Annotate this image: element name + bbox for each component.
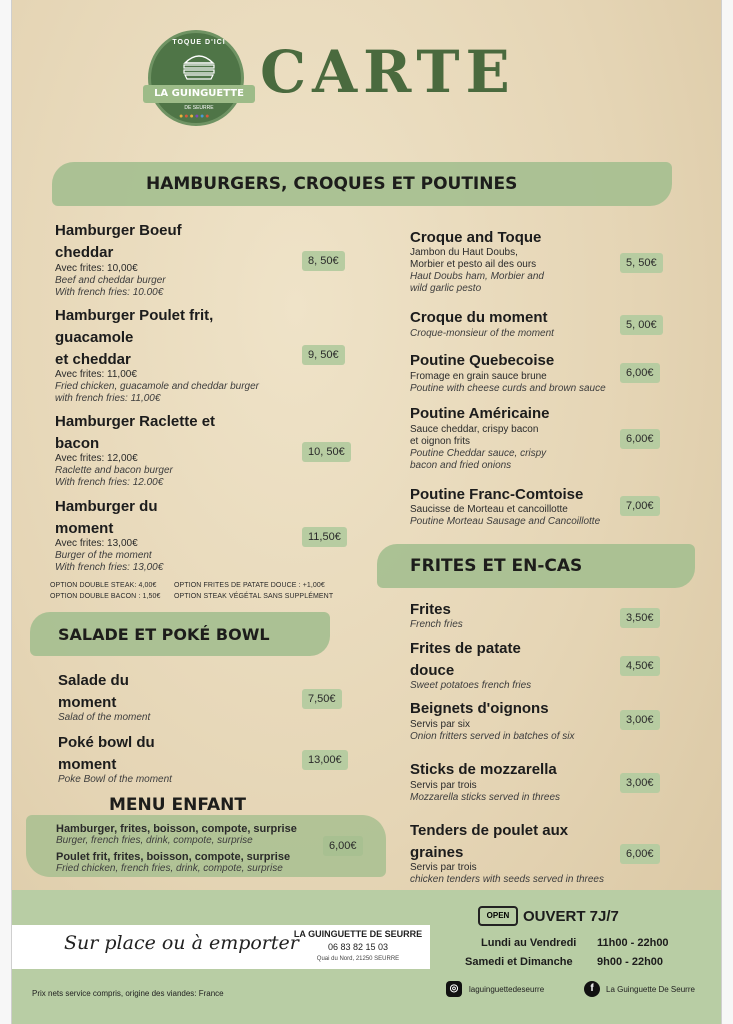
- item-title: Hamburger Boeuf: [55, 222, 182, 239]
- item-title: Hamburger Poulet frit,: [55, 307, 214, 324]
- phone-number[interactable]: 06 83 82 15 03: [327, 942, 389, 952]
- item-title: Salade du: [58, 672, 129, 689]
- item-description: Avec frites: 11,00€: [55, 369, 137, 380]
- item-title: douce: [410, 662, 455, 679]
- item-title: Poké bowl du: [58, 734, 155, 751]
- section-title-salade: SALADE ET POKÉ BOWL: [58, 625, 270, 644]
- item-translation: Salad of the moment: [58, 712, 151, 723]
- item-description: Sauce cheddar, crispy bacon: [410, 424, 539, 435]
- option-text: OPTION STEAK VÉGÉTAL SANS SUPPLÉMENT: [174, 593, 334, 600]
- option-text: OPTION FRITES DE PATATE DOUCE : +1,00€: [174, 582, 325, 589]
- price-tag: 6,00€: [620, 429, 660, 449]
- item-title: Poutine Américaine: [410, 405, 550, 422]
- section-title-enfant: MENU ENFANT: [109, 795, 246, 815]
- menu-page: [12, 0, 721, 1024]
- price-tag: 8, 50€: [302, 251, 345, 271]
- item-translation: Burger of the moment: [55, 550, 152, 561]
- option-text: OPTION DOUBLE BACON : 1,50€: [50, 593, 161, 600]
- item-translation: Haut Doubs ham, Morbier and: [410, 271, 544, 282]
- facebook-handle[interactable]: La Guinguette De Seurre: [606, 985, 695, 994]
- restaurant-name: LA GUINGUETTE DE SEURRE: [293, 929, 423, 939]
- takeaway-text: Sur place ou à emporter: [64, 932, 299, 954]
- price-tag: 4,50€: [620, 656, 660, 676]
- item-title: cheddar: [55, 244, 114, 261]
- item-translation: With french fries: 13,00€: [55, 562, 164, 573]
- option-text: OPTION DOUBLE STEAK: 4,00€: [50, 582, 157, 589]
- logo-banner: LA GUINGUETTE: [143, 85, 255, 103]
- opening-days: Lundi au Vendredi: [481, 937, 577, 949]
- item-description: Servis par six: [410, 719, 471, 730]
- price-tag: 6,00€: [620, 363, 660, 383]
- item-title: Sticks de mozzarella: [410, 761, 557, 778]
- burger-icon: [181, 49, 217, 81]
- item-title: moment: [58, 694, 117, 711]
- item-translation: Poutine Morteau Sausage and Cancoillotte: [410, 516, 601, 527]
- item-title: moment: [58, 756, 117, 773]
- price-tag: 3,50€: [620, 608, 660, 628]
- item-translation: With french fries: 12.00€: [55, 477, 164, 488]
- opening-hours: 11h00 - 22h00: [597, 937, 669, 949]
- street-address: Quai du Nord, 21250 SEURRE: [316, 956, 400, 962]
- enfant-translation: Burger, french fries, drink, compote, surprise: [56, 835, 253, 846]
- logo-top-text: TOQUE D'ICI: [172, 39, 226, 46]
- item-title: moment: [55, 520, 114, 537]
- price-tag: 5, 50€: [620, 253, 663, 273]
- item-description: Avec frites: 10,00€: [55, 263, 138, 274]
- item-translation: Poutine with cheese curds and brown sauce: [410, 383, 606, 394]
- page-edge-right: [721, 0, 733, 1024]
- price-tag: 13,00€: [302, 750, 348, 770]
- item-translation: chicken tenders with seeds served in threes: [410, 874, 604, 885]
- item-translation: Sweet potatoes french fries: [410, 680, 532, 691]
- item-title: Croque du moment: [410, 309, 548, 326]
- item-translation: Mozzarella sticks served in threes: [410, 792, 561, 803]
- item-title: guacamole: [55, 329, 134, 346]
- item-title: Croque and Toque: [410, 229, 542, 246]
- instagram-handle[interactable]: laguinguettedeseurre: [469, 985, 545, 994]
- item-title: Beignets d'oignons: [410, 700, 549, 717]
- item-title: Frites: [410, 601, 451, 618]
- price-tag: 5, 00€: [620, 315, 663, 335]
- opening-hours: 9h00 - 22h00: [597, 956, 664, 968]
- logo: [148, 30, 244, 126]
- item-translation: Poutine Cheddar sauce, crispy: [410, 448, 547, 459]
- section-title-frites: FRITES ET EN-CAS: [410, 556, 583, 576]
- item-translation: Poke Bowl of the moment: [58, 774, 172, 785]
- item-description: Avec frites: 12,00€: [55, 453, 138, 464]
- fine-print: Prix nets service compris, origine des viandes: France: [32, 989, 224, 998]
- page-edge-left: [0, 0, 12, 1024]
- item-description: Morbier et pesto ail des ours: [410, 259, 537, 270]
- item-translation: French fries: [410, 619, 463, 630]
- item-title: et cheddar: [55, 351, 131, 368]
- item-title: bacon: [55, 435, 100, 452]
- item-title: Frites de patate: [410, 640, 521, 657]
- item-translation: Onion fritters served in batches of six: [410, 731, 575, 742]
- item-title: graines: [410, 844, 464, 861]
- price-tag: 10, 50€: [302, 442, 351, 462]
- item-translation: With french fries: 10.00€: [55, 287, 164, 298]
- item-translation: Fried chicken, guacamole and cheddar burger: [55, 381, 260, 392]
- enfant-line: Hamburger, frites, boisson, compote, surprise: [56, 823, 297, 835]
- price-tag: 6,00€: [620, 844, 660, 864]
- item-title: Tenders de poulet aux: [410, 822, 569, 839]
- opening-title: OUVERT 7J/7: [523, 908, 619, 925]
- page-title: CARTE: [260, 38, 516, 106]
- facebook-icon[interactable]: f: [584, 981, 600, 997]
- instagram-icon[interactable]: ◎: [446, 981, 462, 997]
- price-tag: 3,00€: [620, 773, 660, 793]
- item-translation: Beef and cheddar burger: [55, 275, 166, 286]
- section-title-hamburgers: HAMBURGERS, CROQUES ET POUTINES: [146, 174, 518, 194]
- price-tag: 6,00€: [323, 836, 363, 856]
- item-translation: Croque-monsieur of the moment: [410, 328, 554, 339]
- item-description: Servis par trois: [410, 862, 477, 873]
- item-title: Poutine Franc-Comtoise: [410, 486, 584, 503]
- item-description: et oignon frits: [410, 436, 471, 447]
- item-title: Hamburger Raclette et: [55, 413, 216, 430]
- opening-days: Samedi et Dimanche: [465, 956, 573, 968]
- item-description: Avec frites: 13,00€: [55, 538, 138, 549]
- price-tag: 7,00€: [620, 496, 660, 516]
- item-translation: Raclette and bacon burger: [55, 465, 173, 476]
- open-sign-icon: OPEN: [478, 906, 518, 926]
- price-tag: 9, 50€: [302, 345, 345, 365]
- item-title: Poutine Quebecoise: [410, 352, 555, 369]
- item-description: Servis par trois: [410, 780, 477, 791]
- item-description: Jambon du Haut Doubs,: [410, 247, 518, 258]
- item-translation: bacon and fried onions: [410, 460, 512, 471]
- item-translation: with french fries: 11,00€: [55, 393, 161, 404]
- price-tag: 3,00€: [620, 710, 660, 730]
- item-title: Hamburger du: [55, 498, 158, 515]
- item-description: Fromage en grain sauce brune: [410, 371, 547, 382]
- logo-sub-text: DE SEURRE: [184, 105, 214, 111]
- logo-dots-icon: ●●●●●●: [179, 113, 211, 120]
- item-description: Saucisse de Morteau et cancoillotte: [410, 504, 568, 515]
- price-tag: 11,50€: [302, 527, 347, 547]
- price-tag: 7,50€: [302, 689, 342, 709]
- enfant-line: Poulet frit, frites, boisson, compote, surprise: [56, 851, 291, 863]
- enfant-translation: Fried chicken, french fries, drink, compote, surprise: [56, 863, 283, 874]
- item-translation: wild garlic pesto: [410, 283, 482, 294]
